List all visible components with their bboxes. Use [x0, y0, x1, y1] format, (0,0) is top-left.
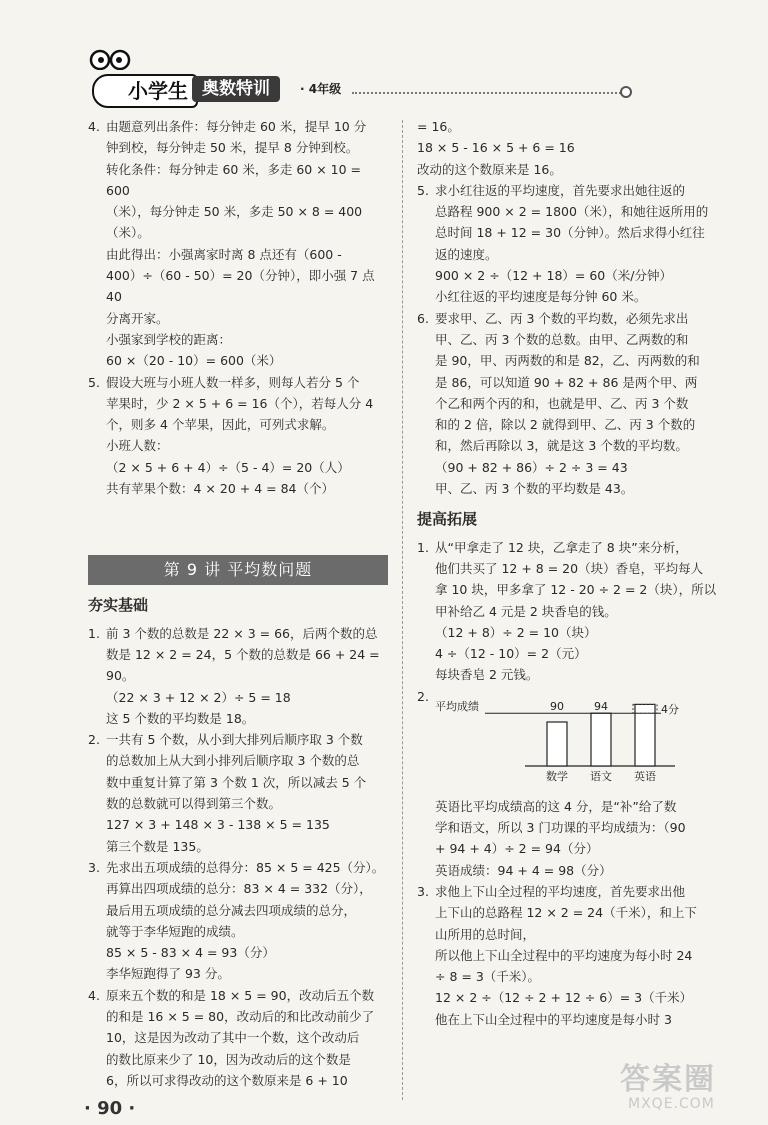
answer-continuation — [417, 116, 722, 180]
answer-item — [417, 180, 722, 308]
answer-item — [88, 372, 388, 500]
series-title: 奥数特训 — [192, 76, 280, 102]
book-header — [80, 42, 640, 112]
header-end-dot — [620, 86, 632, 98]
answer-line: 是 86，可以知道 90 + 82 + 86 是两个甲、两 — [435, 374, 698, 390]
answer-line: 小强家到学校的距离： — [106, 331, 232, 347]
answer-line: 和的 2 倍，除以 2 就得到甲、乙、丙 3 个数的 — [435, 417, 696, 433]
answer-line: 假设大班与小班人数一样多，则每人若分 5 个 — [106, 374, 360, 390]
answer-line: 甲、乙、丙 3 个数的平均数是 43。 — [435, 481, 634, 497]
chart-value-label: 94 — [594, 699, 608, 713]
answer-line: 英语成绩：94 + 4 = 98（分） — [435, 862, 612, 878]
answer-number: 3. — [417, 883, 429, 899]
brand-title: 小学生 — [92, 74, 198, 108]
watermark-logo: 答案圈 — [620, 1062, 716, 1097]
answer-number: 1. — [417, 539, 429, 555]
answer-line: 山所用的总时间， — [435, 926, 536, 942]
answer-line: 数是 12 × 2 = 24，5 个数的总数是 66 + 24 = 90。 — [106, 646, 380, 684]
answer-line: 从“甲拿走了 12 块，乙拿走了 8 块”来分析， — [435, 539, 688, 555]
answer-line: 改动的这个数原来是 16。 — [417, 161, 562, 177]
answer-line: 苹果时，少 2 × 5 + 6 = 16（个），若每人分 4 — [106, 395, 374, 411]
answer-number: 5. — [88, 374, 100, 390]
answer-line: 英语比平均成绩高的这 4 分，是“补”给了数 — [435, 798, 677, 814]
answer-line: 就等于李华短跑的成绩。 — [106, 923, 244, 939]
answer-item — [88, 729, 388, 857]
answer-line: 最后用五项成绩的总分减去四项成绩的总分， — [106, 902, 357, 918]
watermark — [620, 1050, 760, 1120]
answer-line: 钟到校，每分钟走 50 米，提早 8 分钟到校。 — [106, 140, 359, 156]
answer-line: 学和语文，所以 3 门功课的平均成绩为：（90 — [435, 820, 686, 836]
answer-number: 4. — [88, 119, 100, 134]
answer-line: + 94 + 4）÷ 2 = 94（分） — [435, 841, 599, 857]
answer-line: 60 ×（20 - 10）= 600（米） — [106, 353, 282, 369]
answer-line: 小红往返的平均速度是每分钟 60 米。 — [435, 289, 647, 305]
answer-number: 4. — [88, 987, 100, 1003]
answer-line: 小班人数： — [106, 438, 169, 454]
answer-item — [417, 537, 722, 686]
answer-line: 18 × 5 - 16 × 5 + 6 = 16 — [417, 140, 575, 156]
answer-item — [417, 881, 722, 1030]
answer-line: 所以他上下山全过程中的平均速度为每小时 24 — [435, 947, 693, 963]
answer-line: 4 ÷（12 - 10）= 2（元） — [435, 646, 587, 662]
answer-line: 12 × 2 ÷（12 ÷ 2 + 12 ÷ 6）= 3（千米） — [435, 990, 693, 1006]
grade-label: · 4年级 — [300, 82, 342, 96]
answer-line: 他在上下山全过程中的平均速度是每小时 3 — [435, 1011, 672, 1027]
answers-basic-continued — [417, 180, 722, 499]
lesson-title-bar: 第 9 讲 平均数问题 — [88, 555, 388, 585]
answer-number: 1. — [88, 625, 100, 641]
owl-logo-icon — [88, 48, 134, 70]
answer-number: 2. — [417, 688, 429, 704]
answer-line: 由此得出：小强离家时离 8 点还有（600 - — [106, 246, 342, 262]
section-heading-extension: 提高拓展 — [417, 510, 478, 529]
answer-line: （米）。 — [106, 225, 150, 241]
answer-line: 先求出五项成绩的总得分：85 × 5 = 425（分）。 — [106, 859, 385, 875]
page-number: · 90 · — [84, 1098, 136, 1119]
answer-line: 数中重复计算了第 3 个数 1 次，所以减去 5 个 — [106, 774, 367, 790]
chart-value-label: 90 — [550, 699, 564, 713]
answer-line: 甲、乙、丙 3 个数的总数。由甲、乙两数的和 — [435, 331, 689, 347]
answer-line: 900 × 2 ÷（12 + 18）= 60（米/分钟） — [435, 268, 672, 284]
answers-previous-lesson — [88, 116, 388, 499]
answer-line: 这 5 个数的平均数是 18。 — [106, 710, 255, 726]
answer-line: （米），每分钟走 50 米，多走 50 × 8 = 400 — [106, 204, 363, 220]
chart-category-label: 英语 — [634, 769, 656, 783]
chart-bar-2 — [591, 713, 611, 766]
answer-line: 数的总数就可以得到第三个数。 — [106, 796, 282, 812]
average-score-chart — [435, 688, 722, 788]
column-divider — [402, 120, 403, 1100]
answer-line: 10，这是因为改动了其中一个数，这个改动后 — [106, 1030, 360, 1046]
answer-item — [417, 308, 722, 500]
answer-extension-3 — [417, 881, 722, 1030]
header-dotted-rule — [352, 92, 624, 94]
answer-line: 上下山的总路程 12 × 2 = 24（千米），和上下 — [435, 905, 697, 921]
answer-line: = 16。 — [417, 119, 460, 134]
answer-line: 共有苹果个数：4 × 20 + 4 = 84（个） — [106, 481, 334, 497]
answer-number: 6. — [417, 310, 429, 326]
answer-line: 原来五个数的和是 18 × 5 = 90，改动后五个数 — [106, 987, 375, 1003]
answer-line: 返的速度。 — [435, 246, 498, 262]
answer-line: 再算出四项成绩的总分：83 × 4 = 332（分）， — [106, 881, 372, 897]
answer-extension-2 — [417, 686, 722, 881]
chart-category-label: 数学 — [546, 769, 568, 783]
answer-extension-1 — [417, 537, 722, 686]
answer-line: 400）÷（60 - 50）= 20（分钟），即小强 7 点 40 — [106, 268, 375, 305]
answer-line: 个乙和两个丙的和，也就是甲、乙、丙 3 个数 — [435, 395, 689, 411]
answer-line: 的和是 16 × 5 = 80，改动后的和比改动前少了 — [106, 1008, 375, 1024]
answer-item — [88, 857, 388, 985]
answer-item — [88, 116, 388, 372]
chart-bar-1 — [547, 722, 567, 766]
answer-extension-2-text — [435, 796, 722, 881]
answer-number: 5. — [417, 182, 429, 198]
answer-line: ÷ 8 = 3（千米）。 — [435, 969, 541, 985]
answer-line: 前 3 个数的总数是 22 × 3 = 66，后两个数的总 — [106, 625, 378, 641]
answer-line: 李华短跑得了 93 分。 — [106, 966, 230, 982]
answer-line: 的总数加上从大到小排列后顺序取 3 个数的总 — [106, 753, 360, 769]
answer-line: 127 × 3 + 148 × 3 - 138 × 5 = 135 — [106, 817, 330, 833]
answer-line: 是 90，甲、丙两数的和是 82，乙、丙两数的和 — [435, 353, 700, 369]
answer-line: 由题意列出条件：每分钟走 60 米，提早 10 分 — [106, 119, 367, 134]
answer-item — [88, 623, 388, 729]
answer-line: 的数比原来少了 10，因为改动后的这个数是 — [106, 1051, 351, 1067]
chart-svg — [435, 688, 725, 788]
answers-basic — [88, 623, 388, 1092]
answer-item — [88, 985, 388, 1091]
section-heading-basic: 夯实基础 — [88, 596, 149, 615]
answer-line: 和，然后再除以 3，就是这 3 个数的平均数。 — [435, 438, 688, 454]
answer-line: 6，所以可求得改动的这个数原来是 6 + 10 — [106, 1072, 348, 1088]
answer-line: 第三个数是 135。 — [106, 838, 209, 854]
chart-average-label: 平均成绩 — [435, 699, 479, 713]
answer-line: 个，则多 4 个苹果，因此，可列式求解。 — [106, 417, 335, 433]
answer-line: 一共有 5 个数，从小到大排列后顺序取 3 个数 — [106, 732, 363, 748]
answer-line: 分离开家。 — [106, 310, 169, 326]
answer-line: （90 + 82 + 86）÷ 2 ÷ 3 = 43 — [435, 459, 628, 475]
chart-gap-label: 4分 — [661, 702, 679, 716]
answer-line: 总路程 900 × 2 = 1800（米），和她往返所用的 — [435, 204, 709, 220]
answer-line: （2 × 5 + 6 + 4）÷（5 - 4）= 20（人） — [106, 459, 350, 475]
answer-line: （12 + 8）÷ 2 = 10（块） — [435, 624, 597, 640]
answer-line: 甲补给乙 4 元是 2 块香皂的钱。 — [435, 603, 617, 619]
watermark-url: MXQE.COM — [628, 1096, 715, 1112]
answer-number: 2. — [88, 732, 100, 748]
chart-category-label: 语文 — [590, 769, 612, 783]
right-column — [417, 116, 722, 1030]
answer-line: 要求甲、乙、丙 3 个数的平均数，必须先求出 — [435, 310, 689, 326]
answer-line: 每块香皂 2 元钱。 — [435, 667, 539, 683]
answer-line: 总时间 18 + 12 = 30（分钟）。然后求得小红往 — [435, 225, 705, 241]
left-column — [88, 116, 388, 1091]
answer-number: 3. — [88, 859, 100, 875]
answer-line: 他们共买了 12 + 8 = 20（块）香皂，平均每人 — [435, 560, 704, 576]
answer-line: 转化条件：每分钟走 60 米，多走 60 × 10 = 600 — [106, 161, 362, 198]
answer-line: 拿 10 块，甲多拿了 12 - 20 ÷ 2 = 2（块），所以 — [435, 582, 717, 598]
answer-line: （22 × 3 + 12 × 2）÷ 5 = 18 — [106, 689, 291, 705]
answer-line: 求小红往返的平均速度，首先要求出她往返的 — [435, 182, 686, 198]
answer-line: 85 × 5 - 83 × 4 = 93（分） — [106, 945, 275, 961]
answer-line: 求他上下山全过程的平均速度，首先要求出他 — [435, 883, 686, 899]
